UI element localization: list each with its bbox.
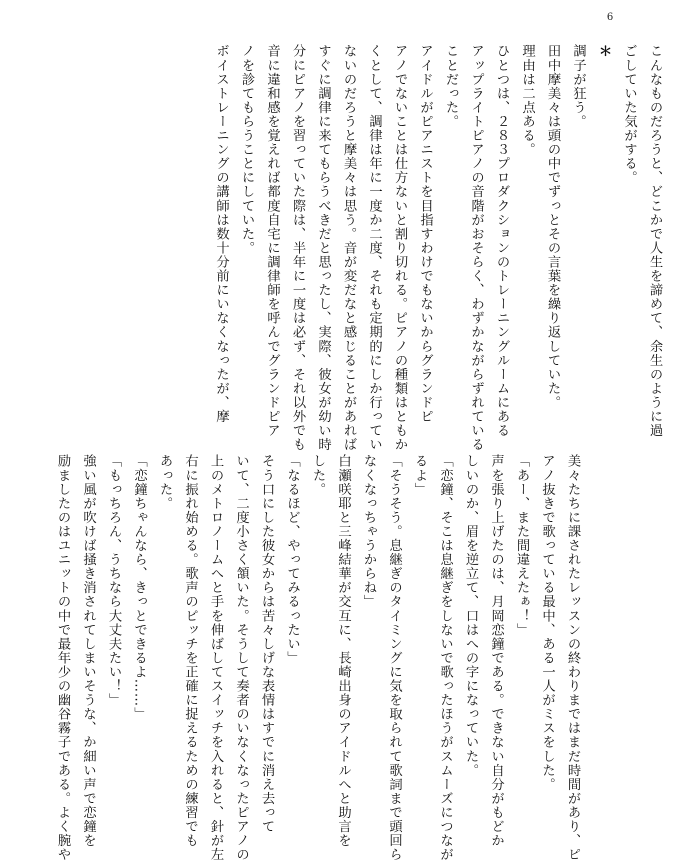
text-line: 白瀬咲耶と三峰結華が交互に、長崎出身のアイドルへと助言を <box>335 454 351 848</box>
text-line: 田中摩美々は頭の中でずっとその言葉を繰り返していた。 <box>545 44 560 410</box>
text-line: 調子が狂う。 <box>570 44 586 129</box>
upper-text-block <box>127 44 667 452</box>
text-line: しいのか、眉を逆立て、口はへの字になっていた。 <box>463 454 478 778</box>
text-line: 強い風が吹けば掻き消されてしまいそうな、か細い声で恋鐘を <box>80 454 96 848</box>
lower-text-block <box>55 454 585 862</box>
text-line: 「そうそう。息継ぎのタイミングに気を取られて歌詞まで頭回ら <box>386 454 402 862</box>
text-line: アップライトピアノの音階がおそらく、わずかながらずれている <box>468 44 484 452</box>
text-line: アノ抜きで歌っている最中、ある一人がミスをした。 <box>539 454 555 792</box>
text-line: くとして、調律は年に一度か二度、それも定期的にしか行ってい <box>366 44 382 452</box>
text-line: ノを診てもらうことにしていた。 <box>239 44 254 255</box>
text-line: 励ましたのはユニットの中で最年少の幽谷霧子である。よく腕や <box>55 454 70 862</box>
text-line: るよ」 <box>412 454 427 497</box>
text-line: なくなっちゃうからね」 <box>361 454 376 609</box>
text-line: 右に振れ始める。歌声のピッチを正確に捉えるための練習でも <box>182 454 198 848</box>
text-line: あった。 <box>157 454 172 511</box>
text-line: ボイストレーニングの講師は数十分前にいなくなったが、摩 <box>213 44 229 424</box>
text-line: 音に違和感を覚えれば都度自宅に調律師を呼んでグランドピア <box>264 44 280 438</box>
text-line: 声を張り上げたのは、月岡恋鐘である。できない自分がもどか <box>488 454 504 848</box>
text-line: した。 <box>310 454 325 497</box>
text-line: 美々たちに課されたレッスンの終わりまではまだ時間があり、ピ <box>565 454 580 862</box>
text-line: アノでないことは仕方ないと割り切れる。ピアノの種類はともか <box>392 44 407 452</box>
text-line: ことだった。 <box>443 44 458 129</box>
text-line: 分にピアノを習っていた際は、半年に一度は必ず、それ以外でも <box>290 44 305 452</box>
text-line: 「恋鐘、そこは息継ぎをしないで歌ったほうがスムーズにつなが <box>437 454 453 862</box>
text-line: いて、二度小さく頷いた。そうして奏者のいなくなったピアノの <box>233 454 249 862</box>
text-line: ひとつは、２８３プロダクションのトレーニングルームにある <box>494 44 509 438</box>
text-line: 「恋鐘ちゃんなら、きっとできるよ……」 <box>131 454 147 721</box>
text-line: こんなものだろうと、どこかで人生を諦めて、余生のように過 <box>647 44 662 438</box>
text-line: 上のメトロノームへと手を伸ばしてスイッチを入れると、針が左 <box>208 454 223 862</box>
text-line: アイドルがピアニストを目指すわけでもないからグランドピ <box>417 44 433 424</box>
page-number: 6 <box>606 12 614 23</box>
text-line: 「あー、また間違えたぁ！」 <box>514 454 529 637</box>
text-line: 「もっちろん、うちなら大丈夫たい！」 <box>106 454 121 707</box>
text-line: 理由は二点ある。 <box>519 44 535 157</box>
text-line: ないのだろうと摩美々は思う。音が変だなと感じることがあれば <box>341 44 356 452</box>
text-line: そう口にした彼女からは苦々しげな表情はすでに消え去って <box>259 454 274 834</box>
section-break-asterisk: ＊ <box>596 44 611 59</box>
text-line: ごしていた気がする。 <box>621 44 637 185</box>
text-line: すぐに調律に来てもらうべきだと思ったし、実際、彼女が幼い時 <box>315 44 331 452</box>
text-line: 「なるほど、やってみるったい」 <box>284 454 300 665</box>
